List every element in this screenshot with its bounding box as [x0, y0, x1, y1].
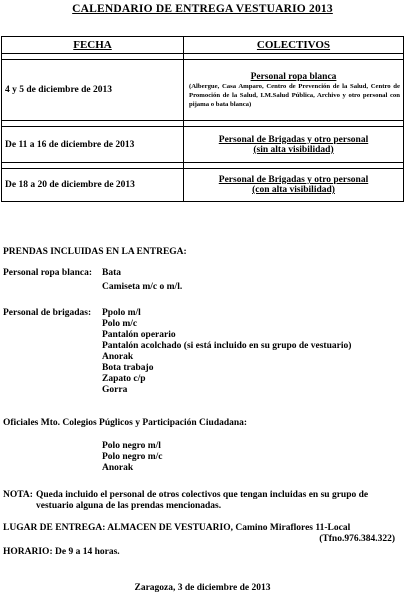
list-item: Pantalón operario	[102, 330, 176, 340]
list-item: Ppolo m/l	[102, 308, 141, 318]
horario-text: HORARIO: De 9 a 14 horas.	[3, 547, 120, 557]
group-items-ropa-blanca	[102, 268, 182, 293]
row-collective: Personal de Brigadas y otro personal	[218, 175, 369, 185]
row-date: De 18 a 20 de diciembre de 2013	[2, 169, 184, 202]
group-items-brigadas	[102, 308, 351, 396]
nota-label: NOTA:	[3, 490, 33, 500]
list-item: Bata	[102, 268, 121, 278]
nota-text: Queda incluido el personal de otros colectivos que tengan incluidas en su grupo de vestuario alguna de las prendas mencionadas.	[36, 490, 369, 511]
table-row	[2, 127, 404, 163]
list-item: Zapato c/p	[102, 374, 146, 384]
row-collective-cell	[184, 60, 404, 121]
lugar-text: LUGAR DE ENTREGA: ALMACEN DE VESTUARIO, Camino Miraflores 11-Local	[3, 523, 351, 533]
row-collective: Personal de Brigadas y otro personal	[218, 134, 369, 145]
column-header-colectivos: COLECTIVOS	[184, 37, 404, 54]
list-item: Anorak	[102, 352, 134, 362]
footer-date: Zaragoza, 3 de diciembre de 2013	[134, 583, 271, 593]
table-row	[2, 169, 404, 202]
row-date: De 11 a 16 de diciembre de 2013	[2, 127, 184, 163]
table-row	[2, 60, 404, 121]
list-item: Camiseta m/c o m/l.	[102, 282, 183, 292]
list-item: Polo m/c	[102, 319, 138, 329]
lugar-phone: (Tfno.976.384.322)	[319, 534, 395, 544]
group-items-oficiales	[102, 441, 163, 474]
list-item: Bota trabajo	[102, 363, 154, 373]
row-collective-cell	[184, 169, 404, 202]
list-item: Anorak	[102, 463, 134, 473]
schedule-table	[1, 36, 404, 202]
row-collective-cell	[184, 127, 404, 163]
document-title: CALENDARIO DE ENTREGA VESTUARIO 2013	[72, 3, 333, 15]
row-collective: Personal ropa blanca	[250, 72, 337, 82]
group-label-ropa-blanca: Personal ropa blanca:	[3, 268, 93, 278]
list-item: Pantalón acolchado (si está incluido en su grupo de vestuario)	[102, 341, 352, 351]
row-detail: (con alta visibilidad)	[252, 185, 335, 195]
column-header-fecha: FECHA	[2, 37, 184, 54]
list-item: Gorra	[102, 385, 128, 395]
list-item: Polo negro m/l	[102, 441, 161, 451]
list-item: Polo negro m/c	[102, 452, 163, 462]
table-header-row	[2, 37, 404, 54]
row-detail: (sin alta visibilidad)	[253, 144, 334, 155]
row-date: 4 y 5 de diciembre de 2013	[2, 60, 184, 121]
prendas-heading: PRENDAS INCLUIDAS EN LA ENTREGA:	[3, 247, 187, 257]
row-detail: (Albergue, Casa Amparo, Centro de Prevención de la Salud, Centro de Promoción de la Salud, I.M.Salud Pública, Archivo y otro personal con pijama o bata blanca)	[189, 83, 400, 108]
group-label-oficiales: Oficiales Mto. Colegios Púglicos y Participación Ciudadana:	[3, 418, 248, 428]
group-label-brigadas: Personal de brigadas:	[3, 308, 92, 318]
